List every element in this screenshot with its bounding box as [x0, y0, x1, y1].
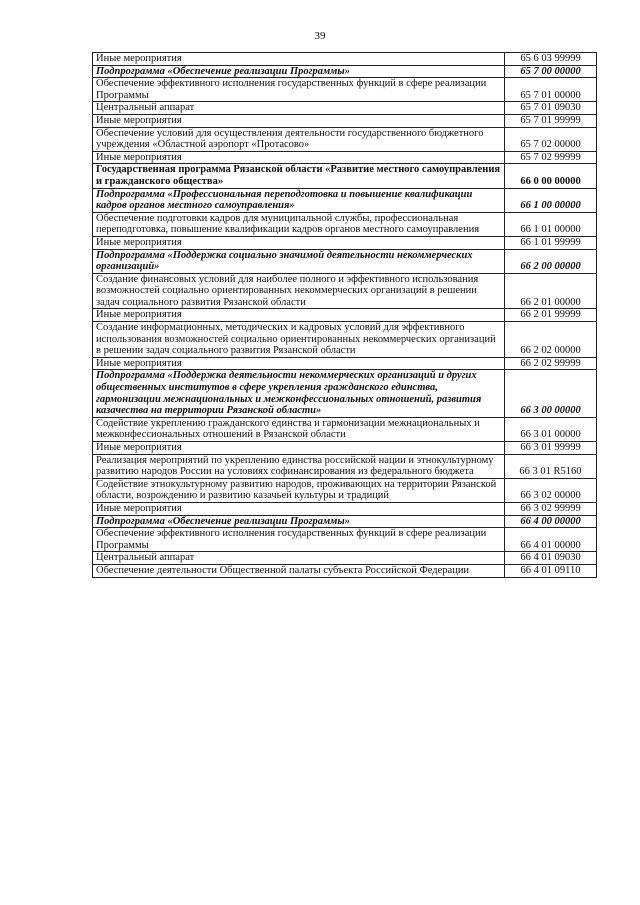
row-code-cell: 65 7 01 00000 [505, 78, 597, 102]
row-name-cell: Иные мероприятия [93, 502, 505, 515]
row-code-cell: 66 4 01 09030 [505, 552, 597, 565]
row-name-cell: Создание финансовых условий для наиболее полного и эффективного использования возможностей социально ориентированных некоммерческих организаций в решении задач социального развития Рязанской области [93, 273, 505, 309]
table-row [93, 528, 597, 552]
table-row [93, 454, 597, 478]
row-name-cell: Иные мероприятия [93, 357, 505, 370]
row-name-cell: Реализация мероприятий по укреплению единства российской нации и этнокультурному развитию народов России на условиях софинансирования из федерального бюджета [93, 454, 505, 478]
row-name-cell: Подпрограмма «Поддержка социально значимой деятельности некоммерческих организаций» [93, 249, 505, 273]
row-name-cell: Подпрограмма «Обеспечение реализации Программы» [93, 515, 505, 528]
row-name-cell: Центральный аппарат [93, 102, 505, 115]
row-code-cell: 66 3 02 99999 [505, 502, 597, 515]
row-code-cell: 66 1 00 00000 [505, 188, 597, 212]
row-name-cell: Обеспечение эффективного исполнения государственных функций в сфере реализации Программы [93, 528, 505, 552]
row-code-cell: 65 7 01 99999 [505, 114, 597, 127]
row-name-cell: Подпрограмма «Обеспечение реализации Программы» [93, 65, 505, 78]
subprogram-row [93, 188, 597, 212]
table-row [93, 478, 597, 502]
table-row [93, 151, 597, 164]
row-code-cell: 65 7 02 00000 [505, 127, 597, 151]
row-name-cell: Обеспечение деятельности Общественной палаты субъекта Российской Федерации [93, 564, 505, 577]
row-name-cell: Создание информационных, методических и кадровых условий для эффективного использования возможностей социально ориентированных некоммерческих организаций в решении задач социального развития Рязанской области [93, 322, 505, 358]
row-code-cell: 66 3 02 00000 [505, 478, 597, 502]
row-name-cell: Иные мероприятия [93, 151, 505, 164]
table-row [93, 236, 597, 249]
table-row [93, 309, 597, 322]
row-name-cell: Иные мероприятия [93, 309, 505, 322]
table-row [93, 78, 597, 102]
row-code-cell: 65 7 01 09030 [505, 102, 597, 115]
budget-classification-table [92, 52, 597, 578]
table-row [93, 102, 597, 115]
table-row [93, 442, 597, 455]
row-code-cell: 66 3 01 99999 [505, 442, 597, 455]
subprogram-row [93, 370, 597, 417]
table-row [93, 564, 597, 577]
row-code-cell: 66 3 01 R5160 [505, 454, 597, 478]
row-code-cell: 66 4 00 00000 [505, 515, 597, 528]
row-code-cell: 66 3 01 00000 [505, 417, 597, 441]
row-name-cell: Центральный аппарат [93, 552, 505, 565]
table-row [93, 273, 597, 309]
row-code-cell: 66 2 00 00000 [505, 249, 597, 273]
subprogram-row [93, 249, 597, 273]
row-name-cell: Иные мероприятия [93, 442, 505, 455]
row-code-cell: 66 2 01 00000 [505, 273, 597, 309]
table-row [93, 502, 597, 515]
table-row [93, 114, 597, 127]
row-name-cell: Содействие укреплению гражданского единства и гармонизации межнациональных и межконфессиональных отношений в Рязанской области [93, 417, 505, 441]
page-number: 39 [314, 30, 326, 42]
row-name-cell: Подпрограмма «Поддержка деятельности некоммерческих организаций и других общественных институтов в сфере укрепления гражданского единства, гармонизации межнациональных и межконфессиональных отношений, развития казачества на территории Рязанской области» [93, 370, 505, 417]
row-name-cell: Обеспечение эффективного исполнения государственных функций в сфере реализации Программы [93, 78, 505, 102]
table-body [93, 53, 597, 578]
row-code-cell: 66 2 02 00000 [505, 322, 597, 358]
table-row [93, 417, 597, 441]
row-code-cell: 65 6 03 99999 [505, 53, 597, 66]
table-row [93, 357, 597, 370]
subprogram-row [93, 515, 597, 528]
table-row [93, 127, 597, 151]
row-code-cell: 66 2 01 99999 [505, 309, 597, 322]
table-row [93, 53, 597, 66]
row-code-cell: 66 3 00 00000 [505, 370, 597, 417]
row-code-cell: 66 4 01 09110 [505, 564, 597, 577]
table-row [93, 212, 597, 236]
row-code-cell: 65 7 00 00000 [505, 65, 597, 78]
row-code-cell: 66 4 01 00000 [505, 528, 597, 552]
row-code-cell: 66 1 01 00000 [505, 212, 597, 236]
row-name-cell: Обеспечение подготовки кадров для муниципальной службы, профессиональная переподготовка, повышение квалификации кадров органов местного самоуправления [93, 212, 505, 236]
table-row [93, 322, 597, 358]
program-row [93, 164, 597, 188]
row-code-cell: 66 1 01 99999 [505, 236, 597, 249]
row-code-cell: 65 7 02 99999 [505, 151, 597, 164]
row-name-cell: Обеспечение условий для осуществления деятельности государственного бюджетного учреждения «Областной аэропорт «Протасово» [93, 127, 505, 151]
row-name-cell: Содействие этнокультурному развитию народов, проживающих на территории Рязанской области, возрождению и развитию казачьей культуры и традиций [93, 478, 505, 502]
row-name-cell: Иные мероприятия [93, 53, 505, 66]
subprogram-row [93, 65, 597, 78]
row-name-cell: Подпрограмма «Профессиональная переподготовка и повышение квалификации кадров органов местного самоуправления» [93, 188, 505, 212]
row-name-cell: Государственная программа Рязанской области «Развитие местного самоуправления и гражданского общества» [93, 164, 505, 188]
row-name-cell: Иные мероприятия [93, 236, 505, 249]
row-code-cell: 66 0 00 00000 [505, 164, 597, 188]
table-row [93, 552, 597, 565]
row-name-cell: Иные мероприятия [93, 114, 505, 127]
row-code-cell: 66 2 02 99999 [505, 357, 597, 370]
